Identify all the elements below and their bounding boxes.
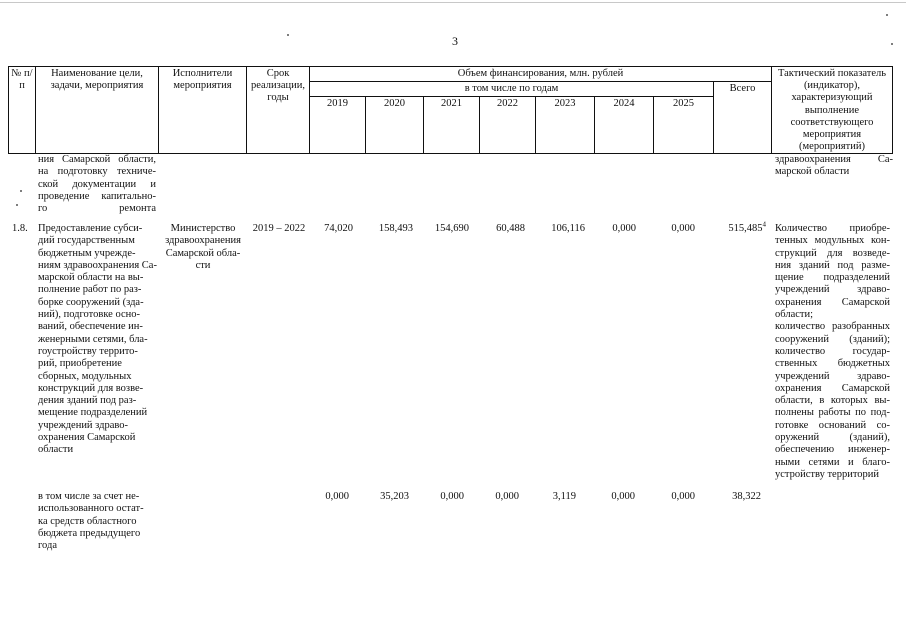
text-line: ственных бюджетных xyxy=(775,358,890,370)
value-total xyxy=(713,220,766,234)
incl-value-2024: 0,000 xyxy=(611,491,635,502)
text-line: обеспечению инженер- xyxy=(775,444,890,456)
continuation-indicator xyxy=(775,154,893,179)
row-number: 1.8. xyxy=(12,223,28,234)
header-name: Наименование цели, задачи, мероприятия xyxy=(35,66,159,154)
text-line: ными сетями и благо- xyxy=(775,456,890,468)
text-line: Министерство xyxy=(170,223,236,234)
text-line: дения зданий под раз- xyxy=(38,395,137,407)
value-2020: 158,493 xyxy=(378,223,413,234)
incl-value-2023: 3,119 xyxy=(552,491,576,502)
text-line: охранения Самарской xyxy=(775,382,890,394)
text-line: учреждений здраво- xyxy=(38,419,129,431)
scan-speck xyxy=(891,43,893,45)
total-value: 515,485 xyxy=(728,223,763,234)
text-line: марской области на вы- xyxy=(38,272,144,284)
text-line: ка средств областного xyxy=(38,515,137,527)
header-year: 2023 xyxy=(535,96,595,154)
total-footnote: 4 xyxy=(762,220,766,229)
text-line: полнение работ по раз- xyxy=(38,284,142,296)
text-line: ния зданий под разме- xyxy=(775,259,890,271)
value-2021: 154,690 xyxy=(434,223,469,234)
text-line: проведение капитально- xyxy=(38,190,156,202)
text-line: здравоохранения xyxy=(165,235,241,247)
text-line: количество государ- xyxy=(775,345,890,357)
header-by-years: в том числе по годам xyxy=(309,81,714,97)
value-2023: 106,116 xyxy=(551,223,585,234)
text-line: сооружений (зданий); xyxy=(775,333,890,345)
text-line: мещение подразделений xyxy=(38,407,148,419)
text-line: ской документации и xyxy=(38,178,156,190)
scan-speck xyxy=(16,204,18,206)
value-2024: 0,000 xyxy=(612,223,636,234)
text-line: щение подразделений xyxy=(775,272,890,284)
text-line: Самарской обла- xyxy=(165,247,241,259)
incl-value-2022: 0,000 xyxy=(495,491,519,502)
text-line: полнены работы по под- xyxy=(775,407,890,419)
header-executors: Исполнители мероприятия xyxy=(158,66,247,154)
row-1-8-term: 2019 – 2022 xyxy=(252,223,306,234)
header-year: 2021 xyxy=(423,96,480,154)
text-line: области, в которых вы- xyxy=(775,395,890,407)
header-year: 2019 xyxy=(309,96,366,154)
text-line: сти xyxy=(195,259,211,271)
value-2019: 74,020 xyxy=(324,223,353,234)
scan-speck xyxy=(20,190,22,192)
header-year: 2022 xyxy=(479,96,536,154)
value-2022: 60,488 xyxy=(496,223,525,234)
text-line: в том числе за счет не- xyxy=(38,491,140,502)
text-line: гоустройству террито- xyxy=(38,345,138,357)
text-line: борке сооружений (зда- xyxy=(38,296,144,308)
incl-value-total: 38,322 xyxy=(732,491,761,502)
text-line: марской области xyxy=(775,166,850,178)
text-line: женерными сетями, бла- xyxy=(38,333,148,345)
header-indicator: Тактический показатель (индикатор), характеризующий выполнение соответствующего мероприятия (мероприятий) xyxy=(771,66,893,154)
incl-value-2019: 0,000 xyxy=(325,491,349,502)
text-line: ния Самарской области, xyxy=(38,154,156,165)
text-line: на подготовку техниче- xyxy=(38,166,156,178)
value-2025: 0,000 xyxy=(671,223,695,234)
text-line: Количество приобре- xyxy=(775,223,890,234)
header-year: 2020 xyxy=(365,96,424,154)
text-line: области xyxy=(38,444,74,456)
text-line: устройству территорий xyxy=(775,468,880,480)
text-line: года xyxy=(38,540,57,552)
header-year: 2025 xyxy=(653,96,714,154)
header-year: 2024 xyxy=(594,96,654,154)
text-line: учреждений здраво- xyxy=(775,370,890,382)
text-line: бюджета предыдущего xyxy=(38,527,141,539)
header-total: Всего xyxy=(713,81,772,154)
scan-edge-line xyxy=(0,2,906,3)
row-1-8-indicator xyxy=(775,223,890,481)
incl-value-2020: 35,203 xyxy=(380,491,409,502)
text-line: учреждений здраво- xyxy=(775,284,890,296)
incl-value-2021: 0,000 xyxy=(440,491,464,502)
scan-speck xyxy=(287,34,289,36)
text-line: го ремонта xyxy=(38,203,156,215)
text-line: количество разобранных xyxy=(775,321,890,333)
text-line: готовке оснований со- xyxy=(775,419,890,431)
text-line: тенных модульных кон- xyxy=(775,235,890,247)
text-line: охранения Самарской xyxy=(38,432,136,444)
row-1-8-executor xyxy=(160,223,246,272)
text-line: ниям здравоохранения Са- xyxy=(38,259,157,271)
text-line: здравоохранения Са- xyxy=(775,154,893,165)
text-line: области; xyxy=(775,309,814,321)
row-incl-name xyxy=(38,491,156,552)
text-line: ний), подготовке осно- xyxy=(38,309,140,321)
text-line: струкций для возведе- xyxy=(775,247,890,259)
text-line: использованного остат- xyxy=(38,503,144,515)
header-term: Срок реализации, годы xyxy=(246,66,310,154)
header-funding: Объем финансирования, млн. рублей xyxy=(309,66,772,82)
scan-speck xyxy=(886,14,888,16)
text-line: бюджетным учрежде- xyxy=(38,247,136,259)
text-line: оружений (зданий), xyxy=(775,432,890,444)
text-line: охранения Самарской xyxy=(775,296,890,308)
text-line: конструкций для возве- xyxy=(38,382,144,394)
header-no: № п/п xyxy=(8,66,36,154)
text-line: сборных, модульных xyxy=(38,370,132,382)
row-1-8-name xyxy=(38,223,156,457)
incl-value-2025: 0,000 xyxy=(671,491,695,502)
text-line: Предоставление субси- xyxy=(38,223,143,234)
text-line: ваний, обеспечение ин- xyxy=(38,321,143,333)
page-number: 3 xyxy=(452,34,458,48)
continuation-name xyxy=(38,154,156,215)
text-line: рий, приобретение xyxy=(38,358,122,370)
text-line: дий государственным xyxy=(38,235,135,247)
